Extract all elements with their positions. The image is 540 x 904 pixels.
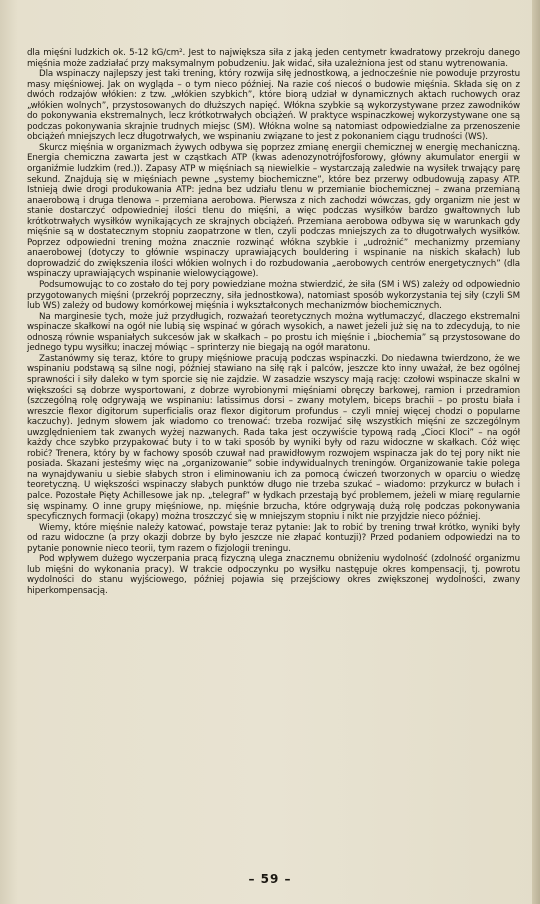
body-text [27, 48, 520, 596]
paragraph: Wiemy, które mięśnie należy katować, powstaje teraz pytanie: Jak to robić by trening trwał krótko, wyniki były od razu widoczne (a przy okazji dobrze by było jeszcze nie złapać kontuzji)? Przed podaniem odpowiedzi na to pytanie ponownie nieco teorii, tym razem o fizjologii treningu. [27, 522, 520, 554]
paragraph: Na marginesie tych, może już przydługich, rozważań teoretycznych można wytłumaczyć, dlaczego ekstremalni wspinacze skałkowi na ogół nie lubią się wspinać w górach wysokich, a nawet jeżeli już się na to zdecydują, to nie odnoszą równie wspaniałych sukcesów jak w skałkach – po prostu ich mięśnie i „biochemia” są przystosowane do jednego typu wysiłku; inaczej mówiąc – sprinterzy nie biegają na ogół maratonu. [27, 311, 520, 354]
paragraph: Pod wpływem dużego wyczerpania pracą fizyczną ulega znacznemu obniżeniu wydolność (zdolność organizmu lub mięśni do wykonania pracy). W trakcie odpoczynku po wysiłku następuje okres kompensacji, tj. powrotu wydolności do stanu wyjściowego, później pojawia się przejściowy okres zwiększonej wydolności, zwany hiperkompensacją. [27, 554, 520, 596]
paragraph: Podsumowując to co zostało do tej pory powiedziane można stwierdzić, że siła (SM i WS) zależy od odpowiednio przygotowanych mięśni (przekrój poprzeczny, siła jednostkowa), natomiast sposób wykorzystania tej siły (czyli SM lub WS) zależy od budowy komórkowej mięśnia i wykształconych mechanizmów biochemicznych. [27, 280, 520, 312]
paragraph: Skurcz mięśnia w organizmach żywych odbywa się poprzez zmianę energii chemicznej w energię mechaniczną. Energia chemiczna zawarta jest w cząstkach ATP (kwas adenozynotrójfosforowy, główny akumulator energii w organiźmie ludzkim (red.)). Zapasy ATP w mięśniach są niewielkie – wystarczają zaledwie na wysiłek trwający parę sekund. Znajdują się w mięśniach pewne „systemy biochemiczne”, które bez przerwy odbudowują zapasy ATP. Istnieją dwie drogi produkowania ATP: jedna bez udziału tlenu w przemianie biochemicznej – zwana przemianą anaerobową i druga tlenowa – przemiana aerobowa. Pierwsza z nich zachodzi wówczas, gdy organizm nie jest w stanie dostarczyć odpowiedniej ilości tlenu do mięśni, a więc podczas wysiłków bardzo gwałtownych lub krótkotrwałych wysiłków wynikających ze skrajnych obciążeń. Przemiana aerobowa odbywa się w warunkach gdy mięśnie są w dostatecznym stopniu zaopatrzone w tlen, czyli podczas mniejszych za to długotrwałych wysiłków. Poprzez odpowiedni trening można znacznie rozwinąć włókna szybkie i „udrożnić” mechanizmy przemiany anaerobowej (dotyczy to głównie wspinaczy uprawiających bouldering i wspinanie na niskich skałach) lub doprowadzić do zwiększenia ilości włókien wolnych i do rozbudowania „aerobowych centrów energetycznych” (dla wspinaczy uprawiających wspinanie wielowyciągowe). [27, 142, 520, 280]
paragraph: Dla wspinaczy najlepszy jest taki trening, który rozwija siłę jednostkową, a jednocześnie nie powoduje przyrostu masy mięśniowej. Jak on wygląda – o tym nieco później. Na razie coś niecoś o budowie mięśnia. Składa się on z dwóch rodzajów włókien: z tzw. „włókien szybkich”, które biorą udział w dynamicznych aktach ruchowych oraz „włókien wolnych”, przystosowanych do dłuższych napięć. Włókna szybkie są wykorzystywane przez zawodników do pokonywania ekstremalnych, lecz krótkotrwałych obciążeń. W praktyce wspinaczkowej wykorzystywane one są podczas pokonywania skrajnie trudnych miejsc (SM). Włókna wolne są natomiast odpowiedzialne za przenoszenie obciążeń mniejszych lecz długotrwałych, we wspinaniu związane to jest z pokonaniem ciągu trudności (WS). [27, 69, 520, 143]
paragraph: Zastanówmy się teraz, które to grupy mięśniowe pracują podczas wspinaczki. Do niedawna twierdzono, że we wspinaniu podstawą są silne nogi, później stawiano na siłę rąk i palców, jeszcze kto inny uważał, że bez ogólnej sprawności i siły daleko w tym sporcie się nie zajdzie. W zasadzie wszyscy mają rację: czołowi wspinacze skalni w większości są dobrze wysportowani, z dobrze wyrobionymi mięśniami obręczy barkowej, ramion i przedramion (szczególną rolę odgrywają we wspinaniu: latissimus dorsi – zwany motylem, biceps brachii – po prostu biała i wreszcie flexor digitorum superficialis oraz flexor digitorum profundus – czyli mniej więcej chodzi o popularne kaczuchy). Jednym słowem jak wiadomo co trenować: trzeba rozwijać siłę wszystkich mięśni ze szczególnym uwzględnieniem tak zwanych wyżej nazwanych. Rada taka jest oczywiście typową radą „Cioci Kloci” – na ogół każdy chce szybko przypakować buty i to w taki sposób by wyniki były od razu widoczne w skałkach. Cóż więc robić? Trenera, który by w fachowy sposób czuwał nad prawidłowym rozwojem wspinacza jak do tej pory nikt nie posiada. Skazani jesteśmy więc na „organizowanie” sobie indywidualnych treningów. Organizowanie takie polega na wynajdywaniu u siebie słabych stron i eliminowaniu ich za pomocą ćwiczeń tworzonych w oparciu o wiedzę teoretyczną. U większości wspinaczy słabych punktów długo nie trzeba szukać – wiadomo: przykurcz w bułach i palce. Pozostałe Pięty Achillesowe jak np. „telegraf” w łydkach przestają być problemem, jeżeli w miarę regularnie się wspinamy. O inne grupy mięśniowe, np. mięśnie brzucha, które odgrywają dużą rolę podczas pokonywania specyficznych formacji (okapy) można troszczyć się w mniejszym stopniu i nikt nie przyjdzie nieco później. [27, 353, 520, 523]
page-number: – 59 – [248, 872, 292, 886]
page-gutter [532, 0, 540, 904]
paragraph: dla mięśni ludzkich ok. 5-12 kG/cm². Jest to największa siła z jaką jeden centymetr kwadratowy przekroju danego mięśnia może zadziałać przy maksymalnym pobudzeniu. Jak widać, siła uzależniona jest od stanu wytrenowania. [27, 48, 520, 69]
